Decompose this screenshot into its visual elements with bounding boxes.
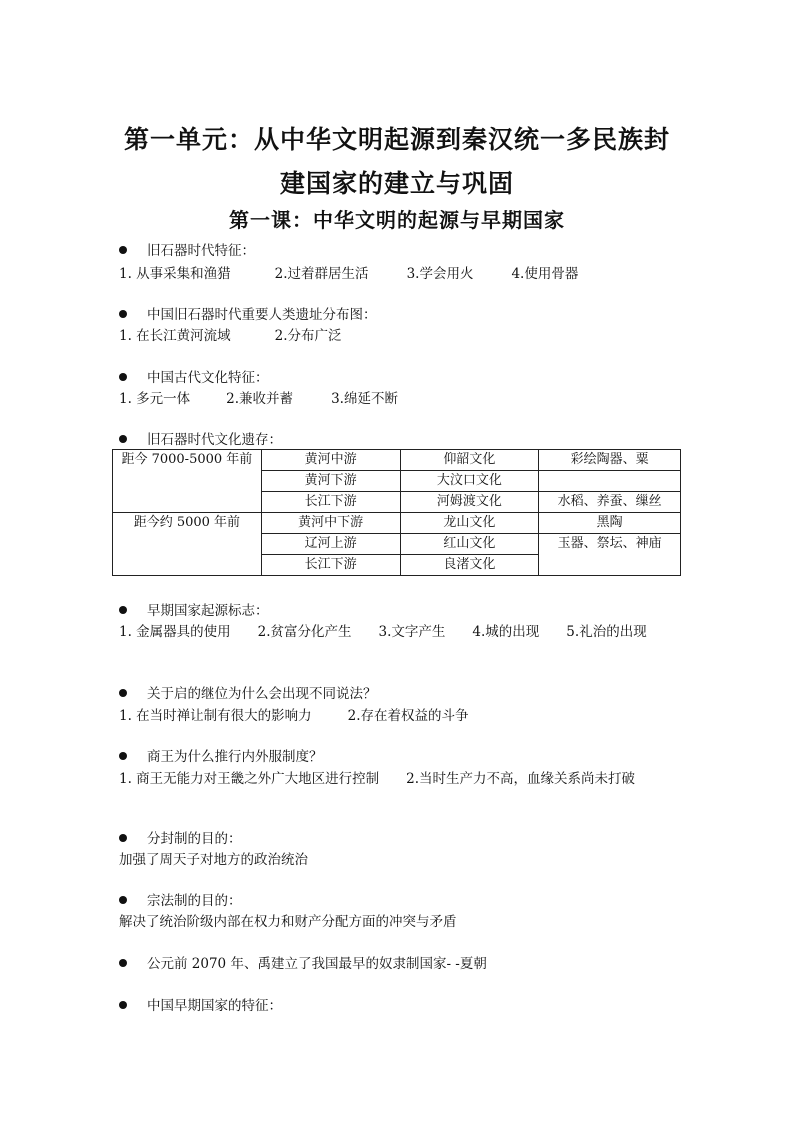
culture-cell: 红山文化: [400, 534, 539, 555]
feature-cell: [539, 471, 681, 492]
feature-cell: 黑陶: [539, 513, 681, 534]
bullet-qi-succession: 关于启的继位为什么会出现不同说法？: [119, 684, 377, 704]
region-cell: 黄河中游: [261, 450, 400, 471]
unit-title: 第一单元：从中华文明起源到秦汉统一多民族封建国家的建立与巩固: [123, 125, 670, 198]
region-cell: 长江下游: [261, 492, 400, 513]
bullet-site-distribution: 中国旧石器时代重要人类遗址分布图：: [119, 305, 377, 325]
bullet-cultural-heritage: 旧石器时代文化遗存：: [119, 430, 282, 450]
bullet-early-state-features: 中国早期国家的特征：: [119, 996, 282, 1016]
culture-features-list: 1. 多元一体 2.兼收并蓄 3.绵延不断: [119, 391, 398, 407]
site-distribution-list: 1. 在长江黄河流域 2.分布广泛: [119, 328, 342, 344]
early-state-markers-text: 1. 金属器具的使用 2.贫富分化产生 3.文字产生 4.城的出现 5.礼治的出现: [119, 624, 647, 640]
culture-cell: 龙山文化: [400, 513, 539, 534]
bullet-patriarchal-purpose: 宗法制的目的：: [119, 891, 242, 911]
bullet-dot-icon: [119, 752, 127, 760]
enfeoffment-purpose-text: 加强了周天子对地方的政治统治: [119, 852, 308, 868]
bullet-dot-icon: [119, 1001, 127, 1009]
bullet-xia-dynasty: 公元前 2070 年、禹建立了我国最早的奴隶制国家- -夏朝: [119, 954, 487, 974]
region-cell: 辽河上游: [261, 534, 400, 555]
bullet-enfeoffment-purpose: 分封制的目的：: [119, 829, 242, 849]
bullet-dot-icon: [119, 435, 127, 443]
feature-cell: 玉器、祭坛、神庙: [539, 534, 681, 576]
bullet-dot-icon: [119, 689, 127, 697]
region-cell: 黄河下游: [261, 471, 400, 492]
period-cell: 距今约 5000 年前: [113, 513, 262, 576]
region-cell: 黄河中下游: [261, 513, 400, 534]
bullet-dot-icon: [119, 373, 127, 381]
cultural-heritage-table: [112, 449, 681, 576]
bullet-dot-icon: [119, 246, 127, 254]
bullet-culture-features: 中国古代文化特征：: [119, 368, 269, 388]
paleolithic-features-list: 1. 从事采集和渔猎 2.过着群居生活 3.学会用火 4.使用骨器: [119, 266, 579, 282]
bullet-dot-icon: [119, 606, 127, 614]
feature-cell: 水稻、养蚕、缫丝: [539, 492, 681, 513]
bullet-paleolithic-features: 旧石器时代特征：: [119, 241, 255, 261]
bullet-dot-icon: [119, 959, 127, 967]
culture-cell: 仰韶文化: [400, 450, 539, 471]
bullet-dot-icon: [119, 834, 127, 842]
culture-cell: 河姆渡文化: [400, 492, 539, 513]
culture-cell: 良渚文化: [400, 555, 539, 576]
qi-succession-list: 1. 在当时禅让制有很大的影响力 2.存在着权益的斗争: [119, 708, 469, 724]
feature-cell: 彩绘陶器、粟: [539, 450, 681, 471]
culture-cell: 大汶口文化: [400, 471, 539, 492]
table-row: [113, 450, 681, 471]
bullet-dot-icon: [119, 896, 127, 904]
period-cell: 距今 7000-5000 年前: [113, 450, 262, 513]
shang-system-text: 1. 商王无能力对王畿之外广大地区进行控制 2.当时生产力不高，血缘关系尚未打破: [119, 771, 636, 787]
bullet-shang-system: 商王为什么推行内外服制度？: [119, 747, 323, 767]
patriarchal-purpose-text: 解决了统治阶级内部在权力和财产分配方面的冲突与矛盾: [119, 914, 457, 930]
bullet-dot-icon: [119, 310, 127, 318]
region-cell: 长江下游: [261, 555, 400, 576]
table-row: [113, 513, 681, 534]
bullet-early-state-markers: 早期国家起源标志：: [119, 601, 269, 621]
lesson-title: 第一课：中华文明的起源与早期国家: [229, 208, 565, 232]
